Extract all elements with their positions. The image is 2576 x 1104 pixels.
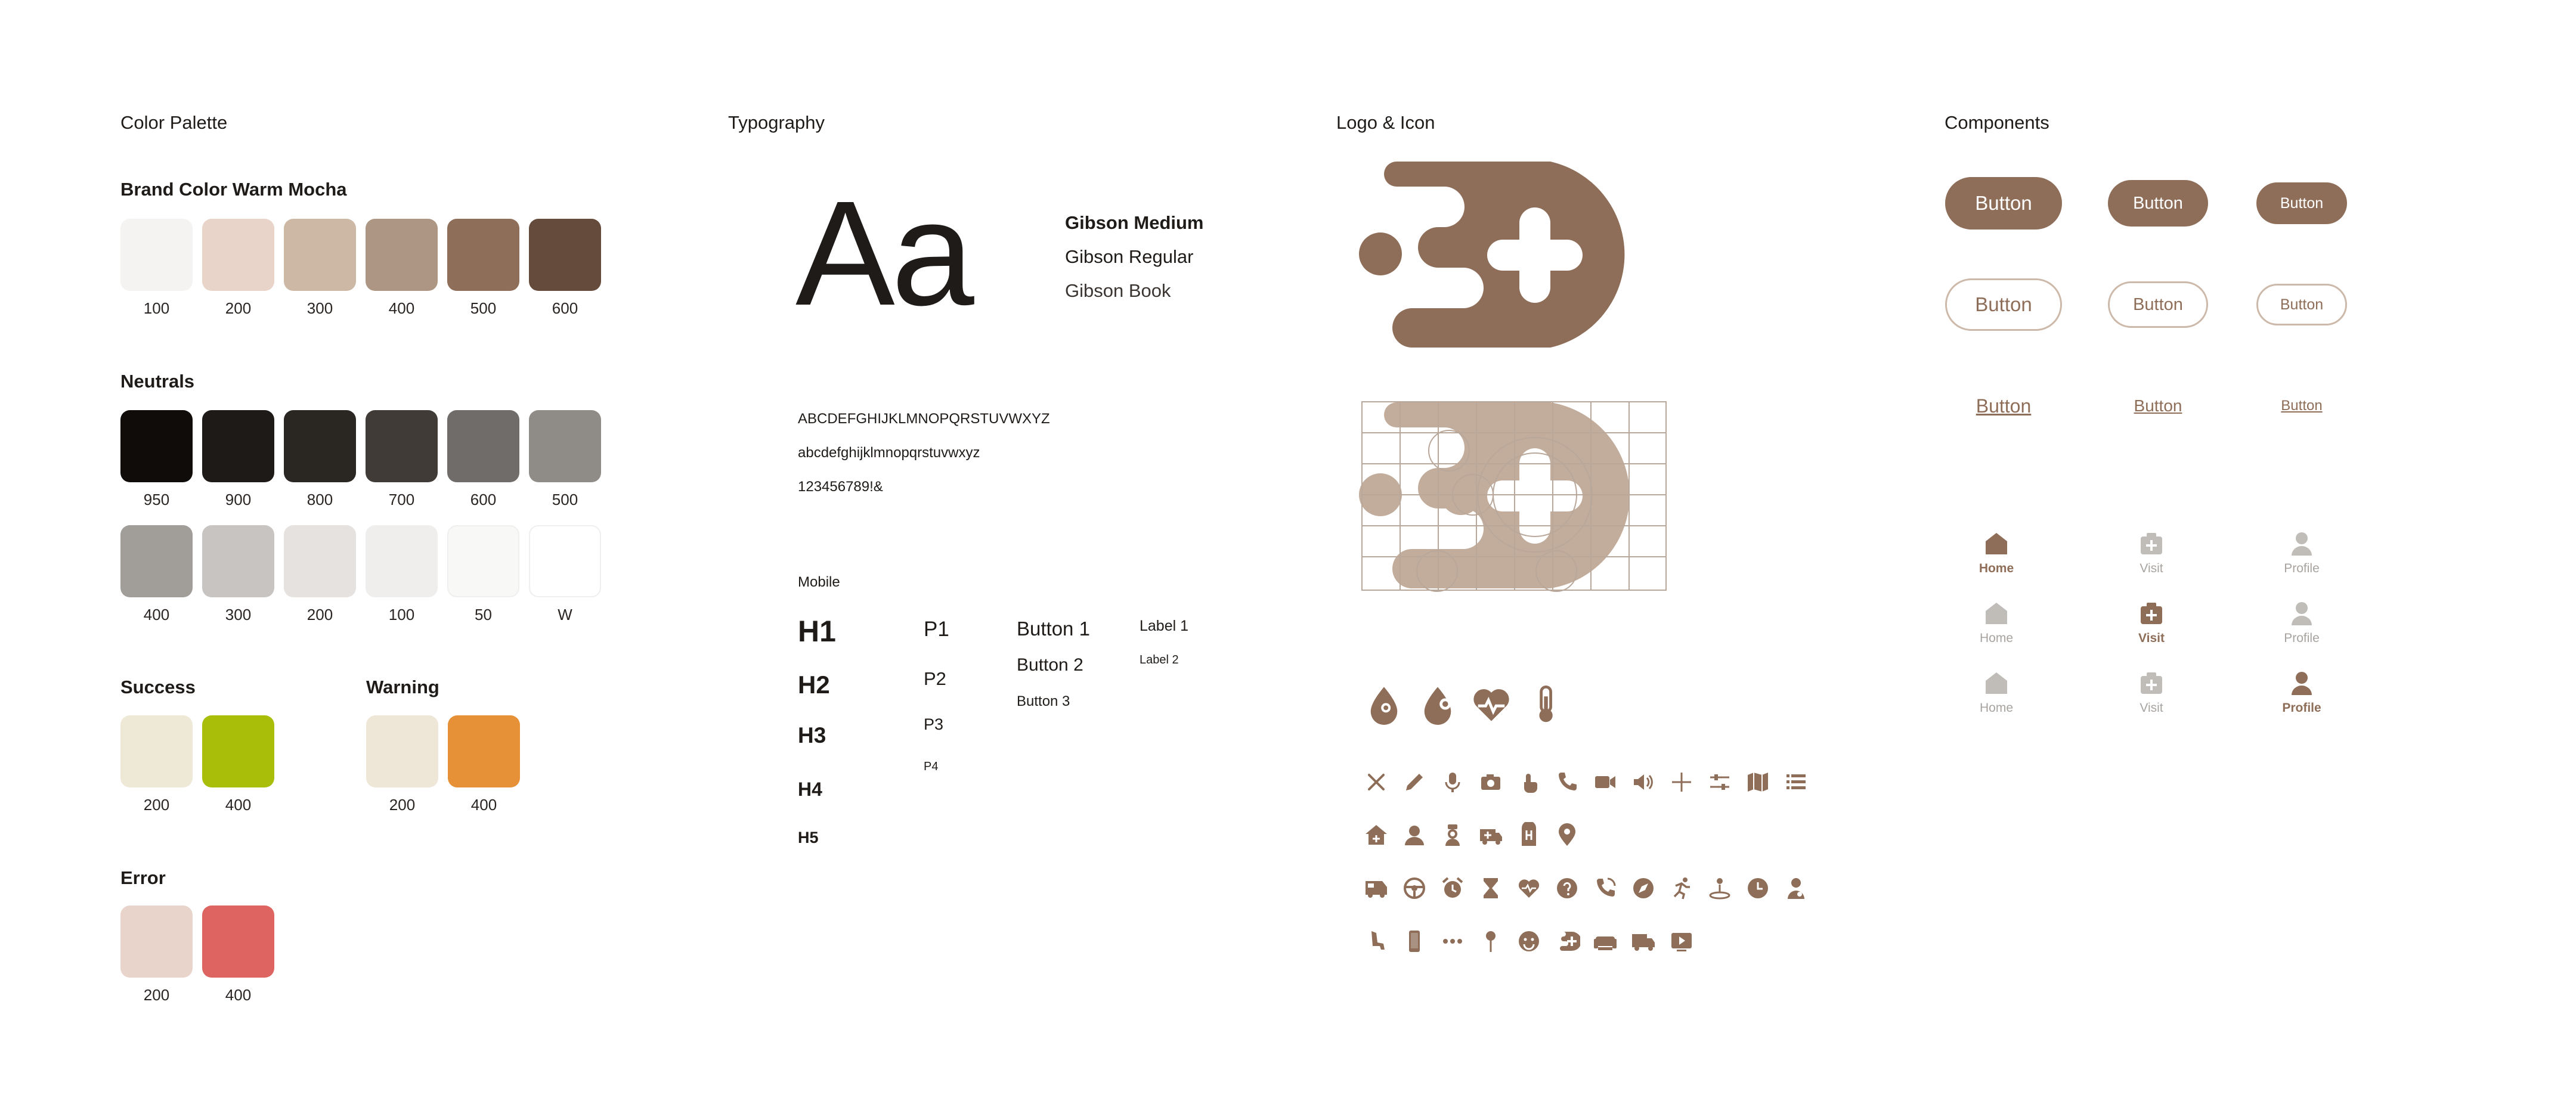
swatch-label: 950 [143, 491, 170, 508]
nav-item-home[interactable] [1961, 531, 2032, 576]
swatch-label: 500 [552, 491, 578, 508]
nav-label: Home [1979, 631, 2014, 645]
paragraph-p1: P1 [924, 618, 949, 641]
weight-medium: Gibson Medium [1065, 212, 1204, 233]
nav-item-profile[interactable] [2266, 670, 2337, 715]
swatch-label: 200 [389, 796, 416, 814]
nav-label: Visit [2138, 631, 2165, 645]
logo-icon-title: Logo & Icon [1336, 112, 1435, 133]
color-swatch-950 [120, 410, 193, 482]
play-icon [1668, 928, 1695, 954]
swatch-label: 200 [306, 606, 333, 624]
button-secondary-small[interactable]: Button [2256, 284, 2347, 325]
swatch-label: 100 [388, 606, 415, 624]
nav-label: Visit [2140, 701, 2163, 715]
nav-item-home[interactable] [1961, 600, 2032, 646]
button-primary-large[interactable]: Button [1945, 177, 2062, 230]
heart-icon [1516, 875, 1542, 901]
van-icon [1363, 875, 1389, 901]
compass-icon [1630, 875, 1657, 901]
neutrals-title: Neutrals [120, 371, 195, 392]
paragraph-p3: P3 [924, 715, 944, 733]
color-swatch-100 [120, 219, 193, 291]
heart-pulse-icon [1470, 683, 1512, 725]
label-type-2: Label 2 [1140, 653, 1179, 666]
clock-icon [1745, 875, 1771, 901]
medical-bag-icon [2116, 670, 2187, 696]
nav-item-profile[interactable] [2266, 600, 2337, 646]
close-icon [1363, 769, 1389, 795]
type-specimen: Aa [795, 170, 971, 336]
nav-item-visit[interactable] [2116, 670, 2187, 715]
button-link-medium[interactable]: Button [2134, 396, 2182, 415]
map-icon [1745, 769, 1771, 795]
color-swatch-500 [447, 219, 519, 291]
weight-book: Gibson Book [1065, 280, 1171, 301]
nav-item-profile[interactable] [2266, 531, 2337, 576]
swatch-label: 300 [306, 299, 333, 317]
heading-h5: H5 [798, 829, 819, 846]
medical-bag-icon [2116, 600, 2187, 627]
nav-item-visit[interactable] [2116, 600, 2187, 646]
button-primary-medium[interactable]: Button [2108, 180, 2208, 227]
color-swatch-300 [284, 219, 356, 291]
person-icon [1401, 822, 1428, 848]
home-icon [1961, 600, 2032, 627]
paragraph-p4: P4 [924, 760, 939, 773]
swatch-label: 300 [225, 606, 252, 624]
profile-icon [2266, 670, 2337, 696]
button-type-1: Button 1 [1017, 618, 1090, 640]
color-swatch-600 [447, 410, 519, 482]
plus-icon [1668, 769, 1695, 795]
label-type-1: Label 1 [1140, 618, 1189, 634]
thermometer-icon [1524, 683, 1566, 725]
button-secondary-large[interactable]: Button [1945, 278, 2062, 331]
mobile-label: Mobile [798, 574, 840, 590]
swatch-label: 400 [143, 606, 170, 624]
color-swatch-400 [448, 715, 520, 787]
speaker-icon [1630, 769, 1657, 795]
color-swatch-400 [120, 525, 193, 597]
swatch-label: 200 [143, 986, 170, 1004]
color-swatch-900 [202, 410, 274, 482]
swatch-label: 600 [552, 299, 578, 317]
seat-icon [1363, 928, 1389, 954]
microphone-icon [1439, 769, 1466, 795]
heading-h1: H1 [798, 615, 836, 648]
camera-icon [1478, 769, 1504, 795]
brand-logo [1354, 158, 1676, 355]
truck-icon [1630, 928, 1657, 954]
color-swatch-200 [120, 715, 193, 787]
color-swatch-800 [284, 410, 356, 482]
color-swatch-200 [284, 525, 356, 597]
phone-call-icon [1592, 875, 1618, 901]
button-type-3: Button 3 [1017, 693, 1070, 709]
nav-label: Home [1979, 701, 2014, 715]
swatch-label: 400 [225, 796, 252, 814]
map-pin-person-icon [1707, 875, 1733, 901]
color-swatch-700 [366, 410, 438, 482]
blood-drop-icon [1363, 683, 1405, 725]
numerals: 123456789!& [798, 479, 883, 495]
color-palette-title: Color Palette [120, 112, 228, 133]
button-secondary-medium[interactable]: Button [2108, 281, 2208, 328]
color-swatch-600 [529, 219, 601, 291]
profile-icon [2266, 531, 2337, 557]
color-swatch-200 [366, 715, 438, 787]
swatch-label: 800 [306, 491, 333, 508]
uppercase-alphabet: ABCDEFGHIJKLMNOPQRSTUVWXYZ [798, 411, 1050, 427]
logo-icon [1554, 928, 1580, 954]
lowercase-alphabet: abcdefghijklmnopqrstuvwxyz [798, 445, 980, 461]
nav-label: Profile [2284, 562, 2320, 575]
more-dots-icon [1439, 928, 1466, 954]
heading-h4: H4 [798, 779, 822, 800]
medical-bag-icon [2116, 531, 2187, 557]
swatch-label: 50 [475, 606, 492, 624]
color-swatch-200 [202, 219, 274, 291]
profile-icon [2266, 600, 2337, 627]
swatch-label: 200 [143, 796, 170, 814]
button-link-small[interactable]: Button [2281, 398, 2323, 414]
nav-label: Profile [2284, 631, 2320, 645]
nurse-icon [1439, 822, 1466, 848]
color-swatch-100 [366, 525, 438, 597]
nav-item-visit[interactable] [2116, 531, 2187, 576]
swatch-label: 900 [225, 491, 252, 508]
nav-label: Visit [2140, 562, 2163, 575]
alarm-icon [1439, 875, 1466, 901]
nav-label: Profile [2282, 701, 2321, 715]
typography-title: Typography [728, 112, 825, 133]
color-swatch-400 [202, 905, 274, 978]
face-icon [1516, 928, 1542, 954]
home-icon [1961, 670, 2032, 696]
swatch-label: 100 [143, 299, 170, 317]
button-primary-small[interactable]: Button [2256, 182, 2347, 224]
success-title: Success [120, 677, 196, 697]
hospital-icon [1516, 822, 1542, 848]
swatch-label: 700 [388, 491, 415, 508]
logo-construction-grid [1354, 393, 1676, 596]
phone-icon [1554, 769, 1580, 795]
paragraph-p2: P2 [924, 668, 946, 689]
button-type-2: Button 2 [1017, 655, 1083, 675]
warning-title: Warning [366, 677, 439, 697]
error-title: Error [120, 867, 166, 888]
swatch-label: 400 [388, 299, 415, 317]
components-title: Components [1945, 112, 2049, 133]
sliders-icon [1707, 769, 1733, 795]
color-swatch-W [529, 525, 601, 597]
location-pin-icon [1554, 822, 1580, 848]
color-swatch-300 [202, 525, 274, 597]
swatch-label: 400 [225, 986, 252, 1004]
swatch-label: W [558, 606, 572, 624]
heading-h2: H2 [798, 671, 830, 699]
blood-drop-dot-icon [1417, 683, 1459, 725]
heading-h3: H3 [798, 723, 826, 748]
color-swatch-200 [120, 905, 193, 978]
weight-regular: Gibson Regular [1065, 246, 1194, 267]
steering-wheel-icon [1401, 875, 1428, 901]
swatch-label: 600 [470, 491, 497, 508]
smartphone-icon [1401, 928, 1428, 954]
list-icon [1783, 769, 1809, 795]
button-link-large[interactable]: Button [1976, 395, 2032, 417]
doctor-icon [1783, 875, 1809, 901]
pencil-icon [1401, 769, 1428, 795]
swatch-label: 200 [225, 299, 252, 317]
sofa-icon [1592, 928, 1618, 954]
nav-item-home[interactable] [1961, 670, 2032, 715]
color-swatch-400 [366, 219, 438, 291]
tap-icon [1516, 769, 1542, 795]
video-icon [1592, 769, 1618, 795]
pin-icon [1478, 928, 1504, 954]
brand-color-title: Brand Color Warm Mocha [120, 179, 347, 200]
swatch-label: 500 [470, 299, 497, 317]
nav-label: Home [1979, 562, 2014, 575]
runner-icon [1668, 875, 1695, 901]
color-swatch-400 [202, 715, 274, 787]
color-swatch-500 [529, 410, 601, 482]
ambulance-icon [1478, 822, 1504, 848]
color-swatch-50 [447, 525, 519, 597]
home-icon [1961, 531, 2032, 557]
swatch-label: 400 [470, 796, 497, 814]
hourglass-icon [1478, 875, 1504, 901]
house-plus-icon [1363, 822, 1389, 848]
help-icon [1554, 875, 1580, 901]
